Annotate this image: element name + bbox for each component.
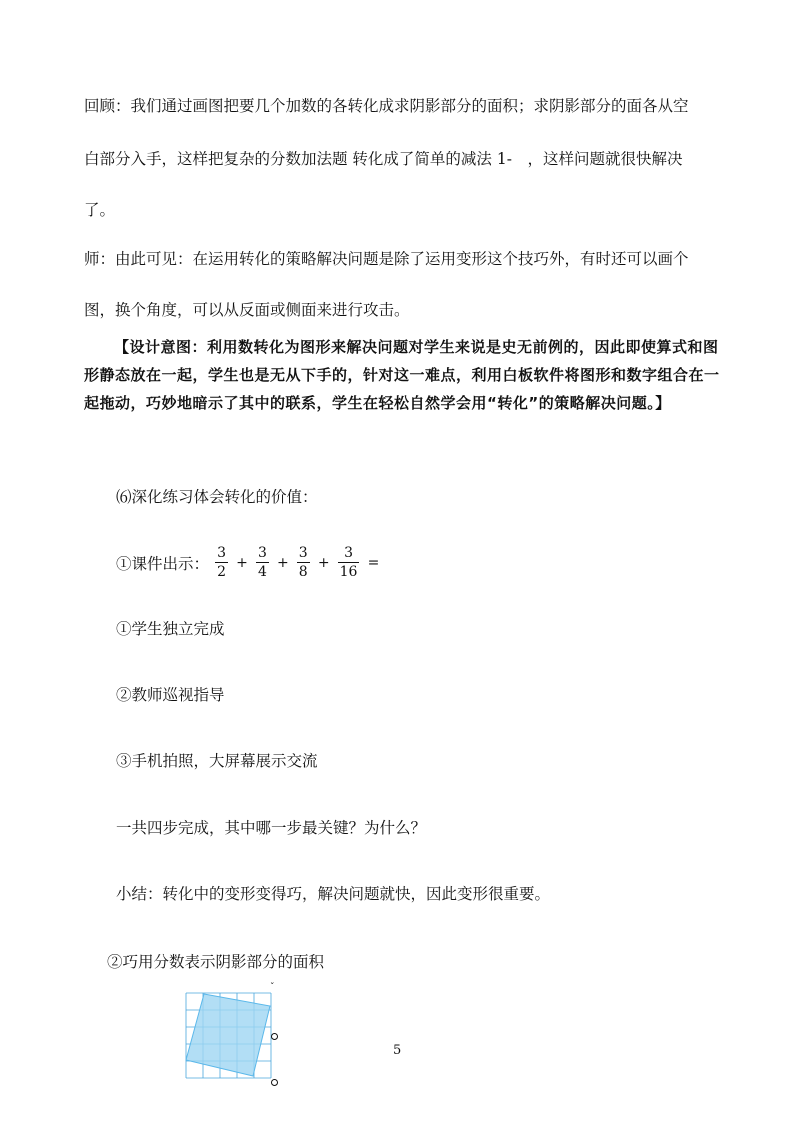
page-number: 5 xyxy=(393,1043,402,1058)
shaded-square-figure xyxy=(178,988,278,1088)
plus-sign: + xyxy=(276,554,289,571)
fraction-1-denominator: 2 xyxy=(217,564,227,580)
fraction-3-numerator: 3 xyxy=(298,545,308,561)
fraction-2-denominator: 4 xyxy=(257,564,267,580)
question: 一共四步完成，其中哪一步最关键？为什么？ xyxy=(116,819,427,837)
fraction-2-numerator: 3 xyxy=(257,545,267,561)
paragraph-mark xyxy=(271,1079,278,1086)
return-mark: ˇ xyxy=(270,983,275,993)
courseware-expression xyxy=(116,546,381,579)
item-2-heading: ②巧用分数表示阴影部分的面积 xyxy=(107,953,325,971)
step-1: ①学生独立完成 xyxy=(116,620,225,638)
teacher-line-2: 图，换个角度，可以从反面或侧面来进行攻击。 xyxy=(84,301,410,319)
summary: 小结：转化中的变形变得巧，解决问题就快，因此变形很重要。 xyxy=(116,885,551,903)
courseware-label: ①课件出示： xyxy=(116,554,210,573)
review-line-1: 回顾：我们通过画图把要几个加数的各转化成求阴影部分的面积；求阴影部分的面各从空 xyxy=(84,97,689,115)
fraction-1 xyxy=(215,546,228,579)
review-line-3: 了。 xyxy=(84,201,116,219)
fraction-4 xyxy=(338,546,360,579)
section-6-heading: ⑹深化练习体会转化的价值： xyxy=(116,488,318,506)
step-3: ③手机拍照，大屏幕展示交流 xyxy=(116,752,318,770)
fraction-3-denominator: 8 xyxy=(298,564,308,580)
step-2: ②教师巡视指导 xyxy=(116,686,225,704)
teacher-line-1: 师：由此可见：在运用转化的策略解决问题是除了运用变形这个技巧外，有时还可以画个 xyxy=(84,250,689,268)
shaded-square xyxy=(186,994,270,1076)
fraction-1-numerator: 3 xyxy=(217,545,227,561)
review-line-2: 白部分入手，这样把复杂的分数加法题 转化成了简单的减法 1- ，这样问题就很快解决 xyxy=(84,150,683,168)
equals-sign: = xyxy=(367,554,380,571)
fraction-2 xyxy=(256,546,269,579)
design-intent: 【设计意图：利用数转化为图形来解决问题对学生来说是史无前例的，因此即使算式和图形静态放在一起，学生也是无从下手的，针对这一难点，利用白板软件将图形和数字组合在一起拖动，巧妙地暗示了其中的联系，学生在轻松自然学会用“转化”的策略解决问题。】 xyxy=(84,338,720,412)
paragraph-mark xyxy=(271,1033,278,1040)
fraction-4-denominator: 16 xyxy=(339,564,358,580)
plus-sign: + xyxy=(236,554,248,571)
fraction-4-numerator: 3 xyxy=(338,546,360,563)
plus-sign: + xyxy=(317,554,330,571)
fraction-3 xyxy=(297,546,310,579)
